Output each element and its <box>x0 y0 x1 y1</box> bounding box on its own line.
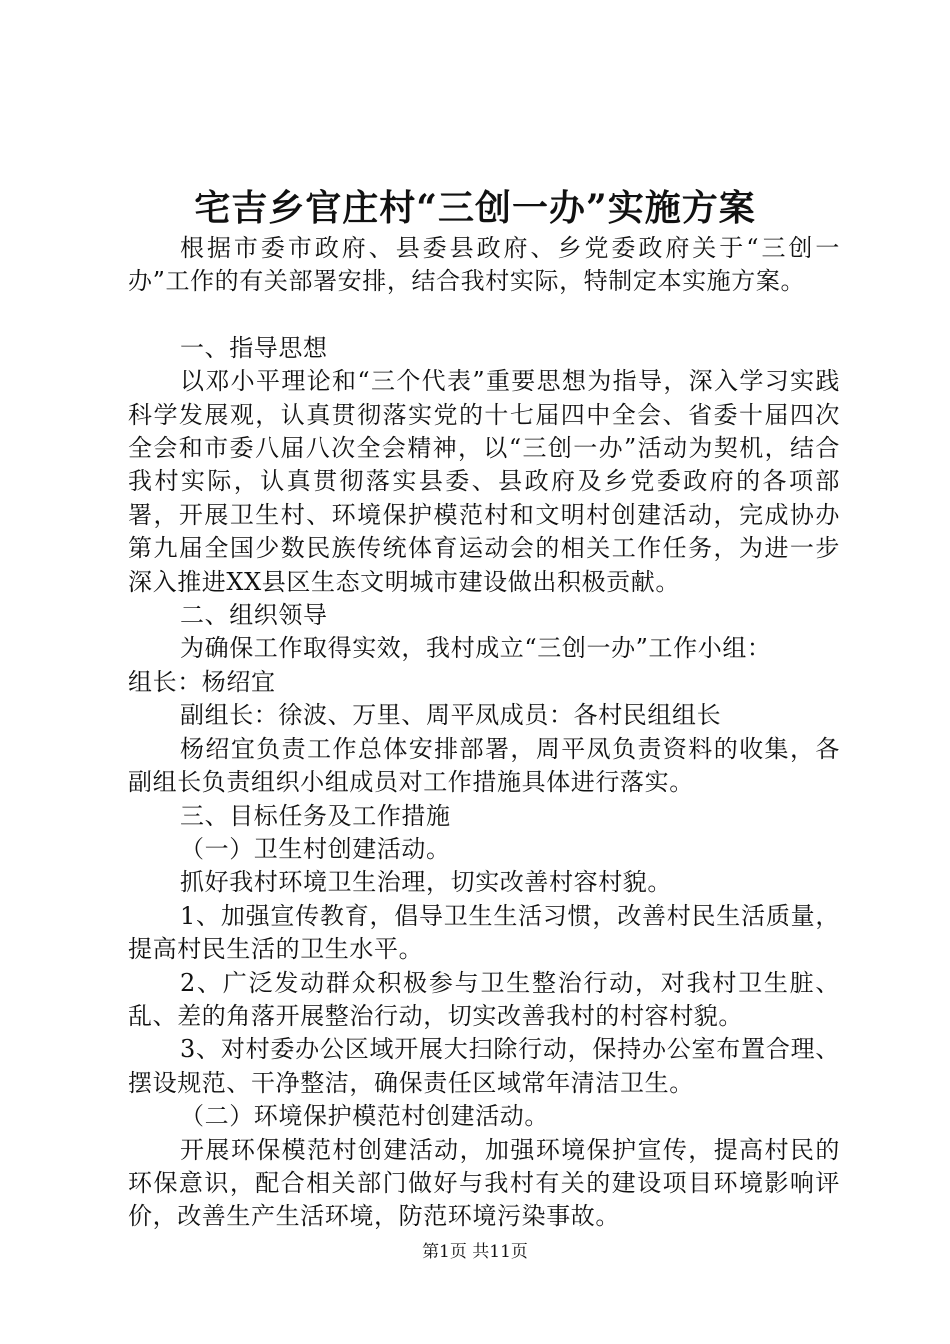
section-heading-guiding-ideology: 一、指导思想 <box>180 333 328 362</box>
document-body <box>128 232 840 1234</box>
section-heading-organization: 二、组织领导 <box>180 601 328 630</box>
organization-paragraph: 为确保工作取得实效，我村成立“三创一办”工作小组： <box>180 634 772 663</box>
intro-paragraph: 根据市委市政府、县委县政府、乡党委政府关于“三创一办”工作的有关部署安排，结合我村实际，特制定本实施方案。 <box>128 234 840 296</box>
deputy-leaders-line: 副组长：徐波、万里、周平凤成员：各村民组组长 <box>180 701 722 730</box>
subsection-heading-sanitation: （一）卫生村创建活动。 <box>180 834 451 863</box>
responsibilities-paragraph: 杨绍宜负责工作总体安排部署，周平凤负责资料的收集，各副组长负责组织小组成员对工作措施具体进行落实。 <box>128 734 840 797</box>
document-title: 宅吉乡官庄村“三创一办”实施方案 <box>194 187 756 229</box>
sanitation-summary-paragraph: 抓好我村环境卫生治理，切实改善村容村貌。 <box>180 868 672 897</box>
environment-paragraph: 开展环保模范村创建活动，加强环境保护宣传，提高村民的环保意识，配合相关部门做好与我村有关的建设项目环境影响评价，改善生产生活环境，防范环境污染事故。 <box>128 1135 840 1231</box>
section-heading-goals: 三、目标任务及工作措施 <box>180 801 451 830</box>
paragraph-spacer <box>128 299 840 332</box>
sanitation-item-3: 3、对村委办公区域开展大扫除行动，保持办公室布置合理、摆设规范、干净整洁，确保责任区域常年清洁卫生。 <box>128 1035 840 1097</box>
page-number-footer: 第1页 共11页 <box>422 1242 528 1262</box>
sanitation-item-2: 2、广泛发动群众积极参与卫生整治行动，对我村卫生脏、乱、差的角落开展整治行动，切实改善我村的村容村貌。 <box>128 968 840 1030</box>
guiding-ideology-paragraph: 以邓小平理论和“三个代表”重要思想为指导，深入学习实践科学发展观，认真贯彻落实党的十七届四中全会、省委十届四次全会和市委八届八次全会精神，以“三创一办”活动为契机，结合我村实际，认真贯彻落实县委、县政府及乡党委政府的各项部署，开展卫生村、环境保护模范村和文明村创建活动，完成协办第九届全国少数民族传统体育运动会的相关工作任务，为进一步深入推进XX县区生态文明城市建设做出积极贡献。 <box>128 367 840 596</box>
team-leader-line: 组长：杨绍宜 <box>128 667 276 696</box>
sanitation-item-1: 1、加强宣传教育，倡导卫生生活习惯，改善村民生活质量，提高村民生活的卫生水平。 <box>128 901 840 964</box>
subsection-heading-environment: （二）环境保护模范村创建活动。 <box>180 1102 549 1131</box>
